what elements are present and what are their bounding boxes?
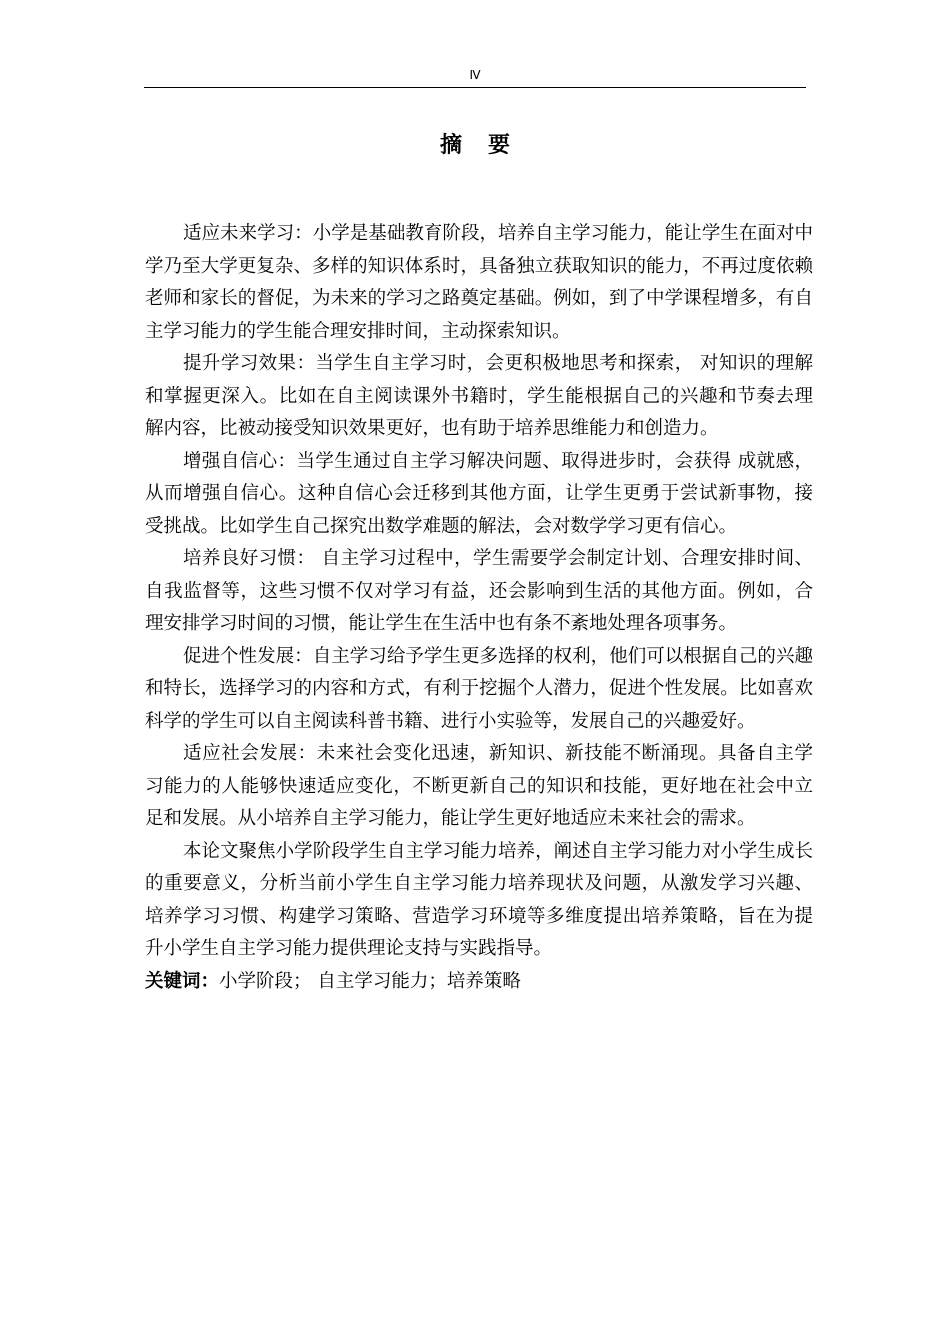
abstract-paragraph: 适应未来学习：小学是基础教育阶段，培养自主学习能力，能让学生在面对中学乃至大学更复杂、多样的知识体系时，具备独立获取知识的能力，不再过度依赖老师和家长的督促，为未来的学习之路奠定基础。例如，到了中学课程增多，有自主学习能力的学生能合理安排时间，主动探索知识。: [145, 223, 813, 342]
page-title: 摘要: [439, 133, 536, 158]
abstract-paragraph: 提升学习效果：当学生自主学习时，会更积极地思考和探索， 对知识的理解 和掌握更深入。比如在自主阅读课外书籍时，学生能根据自己的兴趣和节奏去理 解内容，比被动接受知识效果更好，也有助于培养思维能力和创造力。: [145, 353, 813, 439]
keywords-text: 小学阶段； 自主学习能力；培养策略: [219, 970, 521, 992]
abstract-paragraph: 本论文聚焦小学阶段学生自主学习能力培养，阐述自主学习能力对小学生成长的重要意义，分析当前小学生自主学习能力培养现状及问题，从激发学习兴趣、 培养学习习惯、构建学习策略、营造学习环境等多维度提出培养策略，旨在为提 升小学生自主学习能力提供理论支持与实践指导。: [145, 840, 813, 959]
abstract-paragraph: 增强自信心：当学生通过自主学习解决问题、取得进步时，会获得 成就感， 从而增强自信心。这种自信心会迁移到其他方面，让学生更勇于尝试新事物，接 受挑战。比如学生自己探究出数学难题的解法，会对数学学习更有信心。: [145, 450, 813, 537]
abstract-paragraph: 适应社会发展：未来社会变化迅速，新知识、新技能不断涌现。具备自主学 习能力的人能够快速适应变化，不断更新自己的知识和技能，更好地在社会中立 足和发展。从小培养自主学习能力，能让学生更好地适应未来社会的需求。: [145, 743, 813, 829]
keywords-label: 关键词：: [145, 970, 220, 992]
keywords-line: [145, 966, 813, 999]
abstract-paragraph: 培养良好习惯： 自主学习过程中，学生需要学会制定计划、合理安排时间、 自我监督等，这些习惯不仅对学习有益，还会影响到生活的其他方面。例如，合 理安排学习时间的习惯，能让学生在生活中也有条不紊地处理各项事务。: [145, 548, 813, 634]
abstract-paragraph: 促进个性发展：自主学习给予学生更多选择的权利，他们可以根据自己的兴趣和特长，选择学习的内容和方式，有利于挖掘个人潜力，促进个性发展。比如喜欢科学的学生可以自主阅读科普书籍、进行小实验等，发展自己的兴趣爱好。: [145, 645, 813, 732]
abstract-body: [145, 218, 813, 998]
header-rule: [144, 87, 806, 88]
page-number: Ⅳ: [469, 68, 481, 82]
